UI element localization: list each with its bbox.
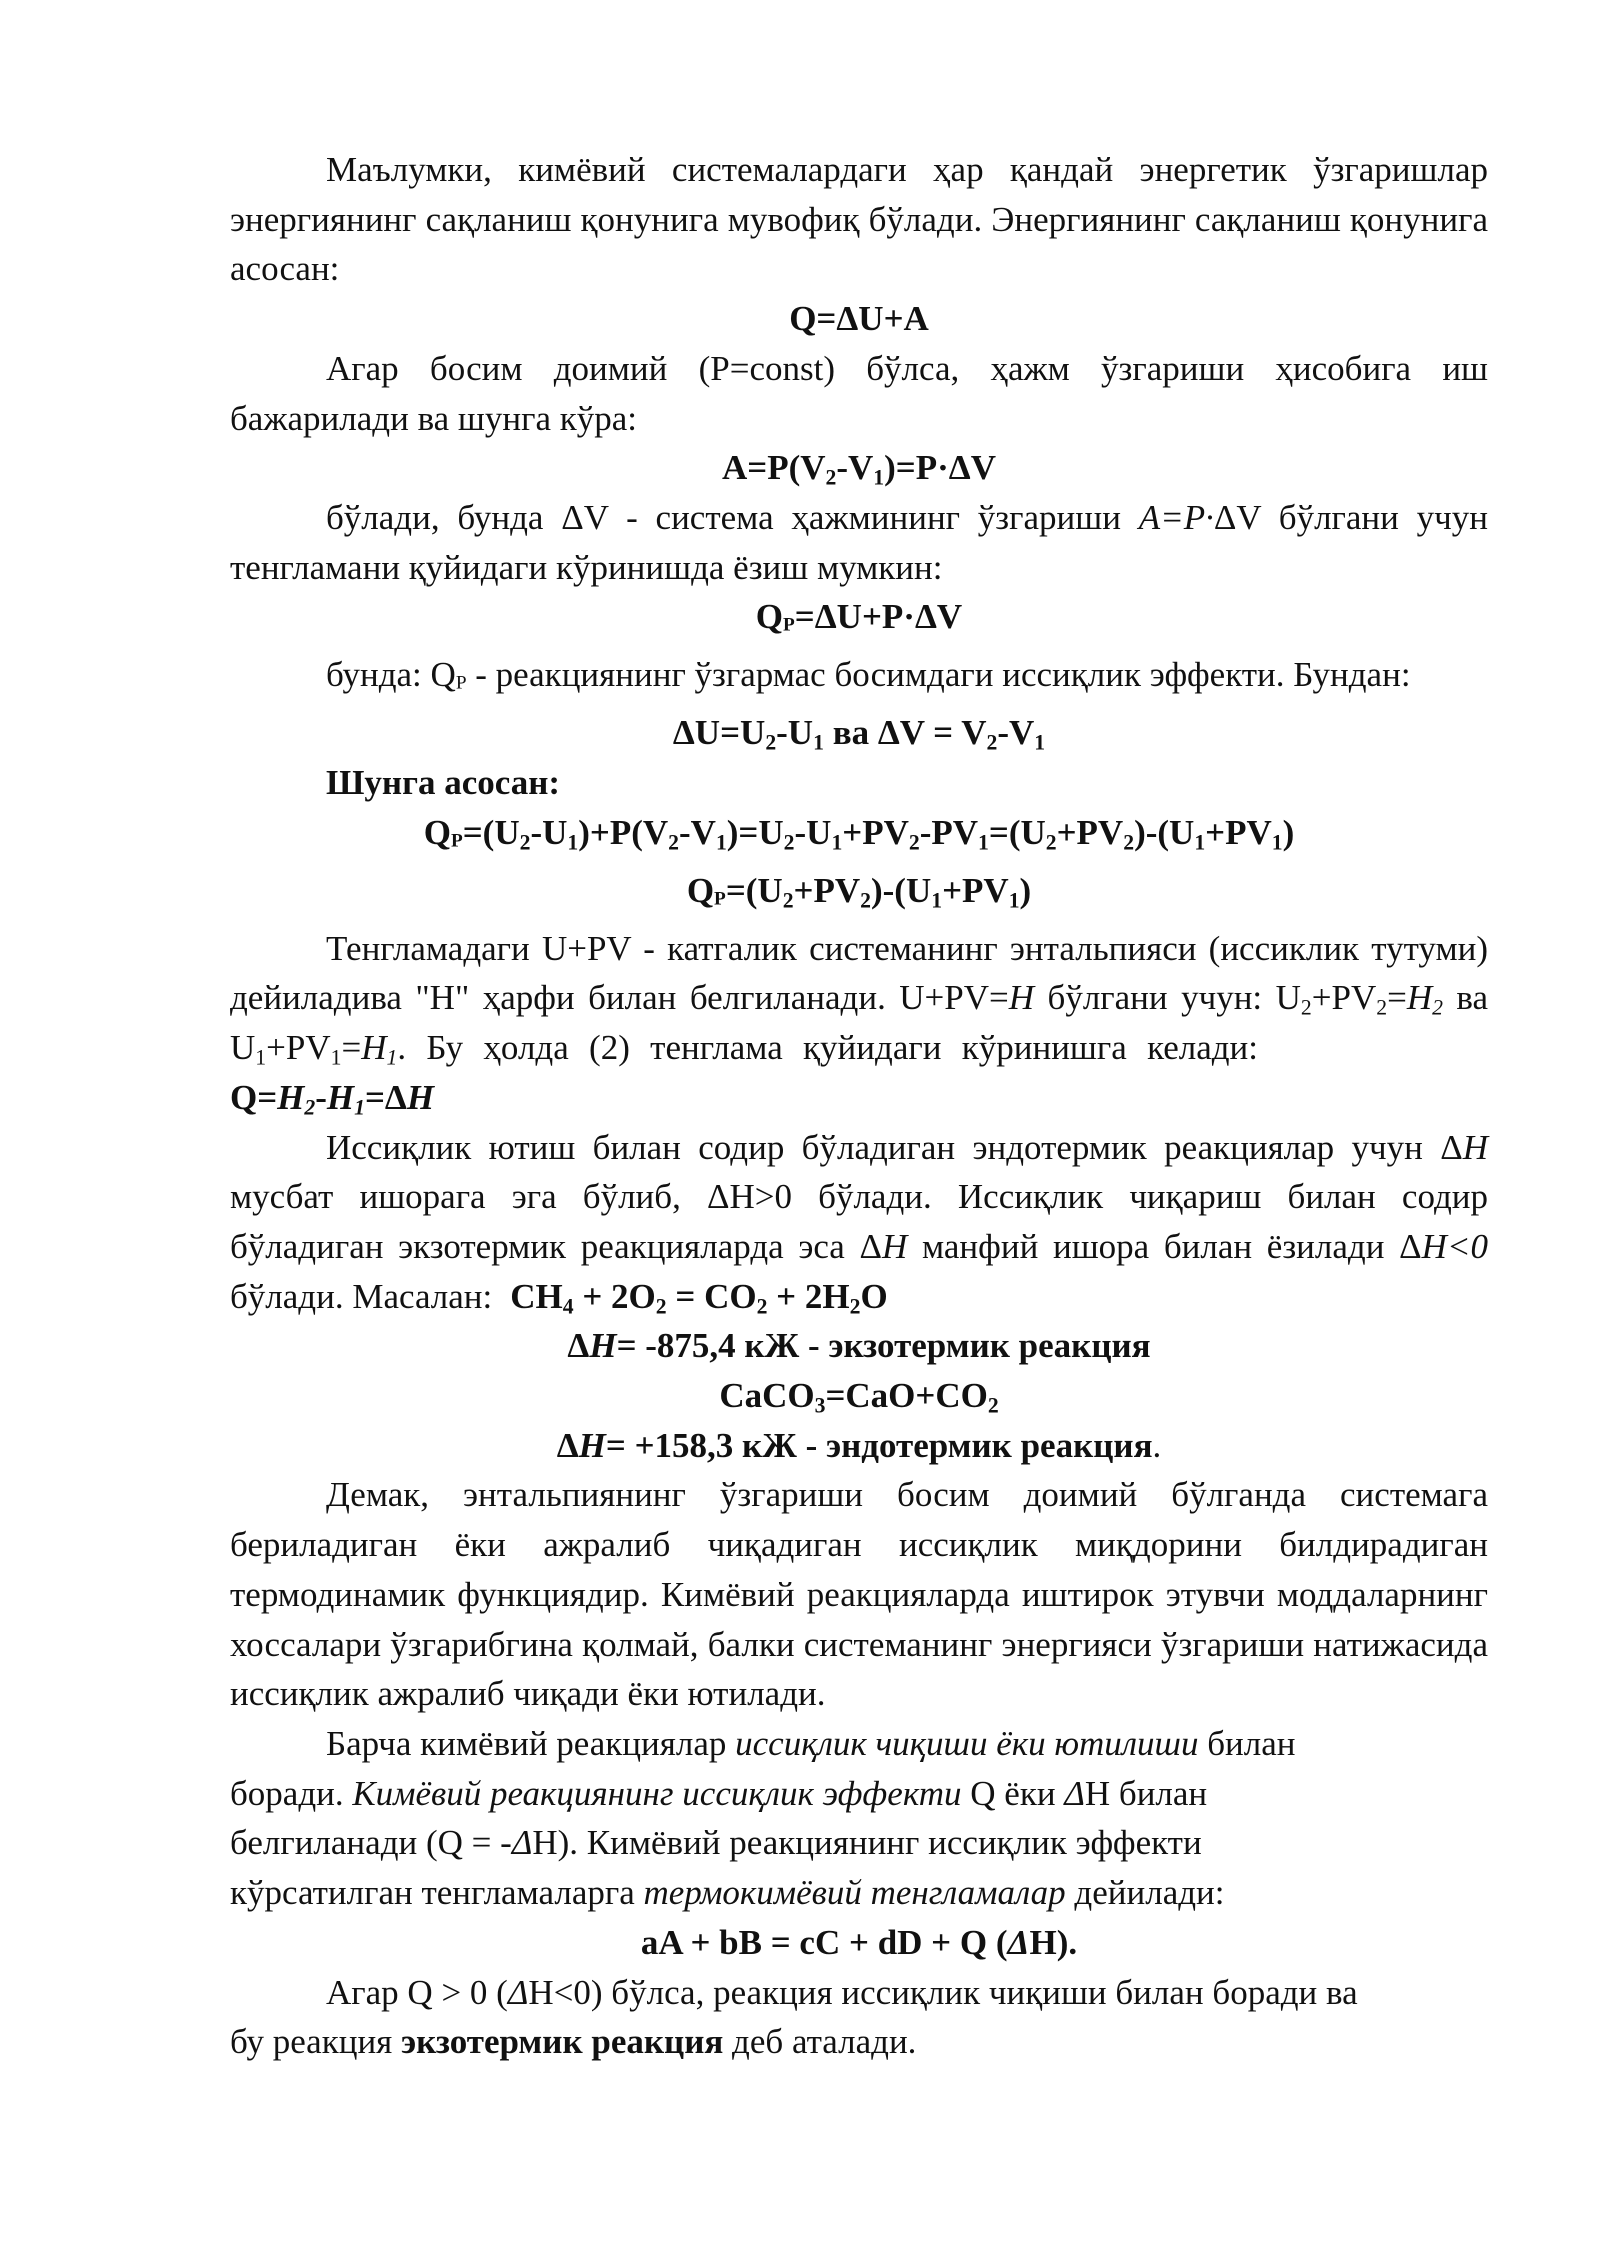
- paragraph-thermochemical-line2: боради. Кимёвий реакциянинг иссиқлик эффекти Q ёки ΔH билан: [230, 1773, 1208, 1813]
- equation-qp-grouped: $QP=(U_2+PV_2)-(U_1+PV_1)$: [686, 870, 1032, 913]
- equation-methane-combustion: $CH_4 + 2O_2 = CO_2 + 2H_2O$: [510, 1276, 888, 1319]
- paragraph-qp-definition: бунда: QP - реакциянинг ўзгармас босимдаги иссиқлик эффекти. Бундан:: [326, 655, 1411, 695]
- paragraph-thermochemical-line1: Барча кимёвий реакциялар иссиқлик чиқиши ёки ютилиши билан: [326, 1723, 1296, 1763]
- heading-therefore: Шунга асосан:: [326, 763, 561, 803]
- paragraph-volume-change: бўлади, бунда ΔV - система ҳажмининг ўзгариши A=P·ΔV бўлгани учун тенгламани қуйидаги кўринишда ёзиш мумкин:: [230, 497, 1488, 587]
- paragraph-intro: Маълумки, кимёвий системалардаги ҳар қандай энергетик ўзгаришлар энергиянинг сақланиш қонунига мувофиқ бўлади. Энергиянинг сақланиш қонунига асосан:: [230, 150, 1488, 289]
- equation-q-delta-h: $Q=H_2-H_1=\Delta H$: [230, 1077, 435, 1120]
- equation-qp: QP=ΔU+P·ΔV: [755, 597, 963, 637]
- equation-qp-expanded: $QP=(U_2-U_1)+P(V_2-V_1)=U_2-U_1+PV_2-PV_1=(U_2+PV_2)-(U_1+PV_1)$: [423, 812, 1295, 855]
- paragraph-endo-exo: Иссиқлик ютиш билан содир бўладиган эндотермик реакциялар учун ΔH мусбат ишорага эга бўлиб, ΔH>0 бўлади. Иссиқлик чиқариш билан содир бўладиган экзотермик реакцияларда эса ΔH манфий ишора билан ёзилади ΔH<0 бўлади. Масалан: $CH_4 + 2O_2 = CO_2 + 2H_2O$: [230, 1127, 1489, 1319]
- paragraph-exothermic-line2: бу реакция экзотермик реакция деб аталади.: [230, 2022, 917, 2062]
- paragraph-exothermic-line1: Агар Q > 0 (ΔH<0) бўлса, реакция иссиқлик чиқиши билан боради ва: [326, 1972, 1358, 2012]
- equation-general-reaction: aA + bB = cC + dD + Q (ΔH).: [640, 1922, 1078, 1962]
- equation-delta-u-v: $\Delta U=U_2-U_1$ ва $\Delta V = V_2-V_1$: [672, 713, 1046, 755]
- paragraph-constant-pressure: Агар босим доимий (P=const) бўлса, ҳажм ўзгариши ҳисобига иш бажарилади ва шунга кўра:: [230, 348, 1488, 438]
- equation-work: $A=P(V_2-V_1)=P\cdot\Delta V$: [721, 448, 997, 490]
- paragraph-thermochemical-line3: белгиланади (Q = -ΔH). Кимёвий реакциянинг иссиқлик эффекти: [230, 1823, 1202, 1863]
- equation-first-law: Q=ΔU+A: [789, 299, 929, 339]
- paragraph-thermochemical-line4: кўрсатилган тенгламаларга термокимёвий тенгламалар дейилади:: [230, 1873, 1225, 1913]
- paragraph-enthalpy: Тенгламадаги U+PV - катгалик системанинг энтальпияси (иссиклик тутуми) дейиладива "Н" ҳарфи билан белгиланади. U+PV=H бўлгани учун: $U_2+PV_2=H_2$ ва $U_1+PV_1=H_1$. Бу ҳолда (2) тенглама қуйидаги кўринишга $келади:Q=H_2-H_1=\Delta H$: [230, 928, 1488, 1120]
- equation-endothermic-value: ΔH= +158,3 кЖ - эндотермик реакция.: [556, 1425, 1162, 1465]
- equation-caco3: $CaCO_3=CaO+CO_2$: [719, 1376, 999, 1418]
- document-body: [230, 145, 1488, 2067]
- equation-exothermic-value: ΔH= -875,4 кЖ - экзотермик реакция: [567, 1326, 1151, 1366]
- paragraph-conclusion: Демак, энтальпиянинг ўзгариши босим доимий бўлганда системага бериладиган ёки ажралиб чиқадиган иссиқлик миқдорини билдирадиган термодинамик функциядир. Кимёвий реакцияларда иштирок этувчи моддаларнинг хоссалари ўзгарибгина қолмай, балки системанинг энергияси ўзгариши натижасида иссиқлик ажралиб чиқади ёки ютилади.: [230, 1475, 1488, 1714]
